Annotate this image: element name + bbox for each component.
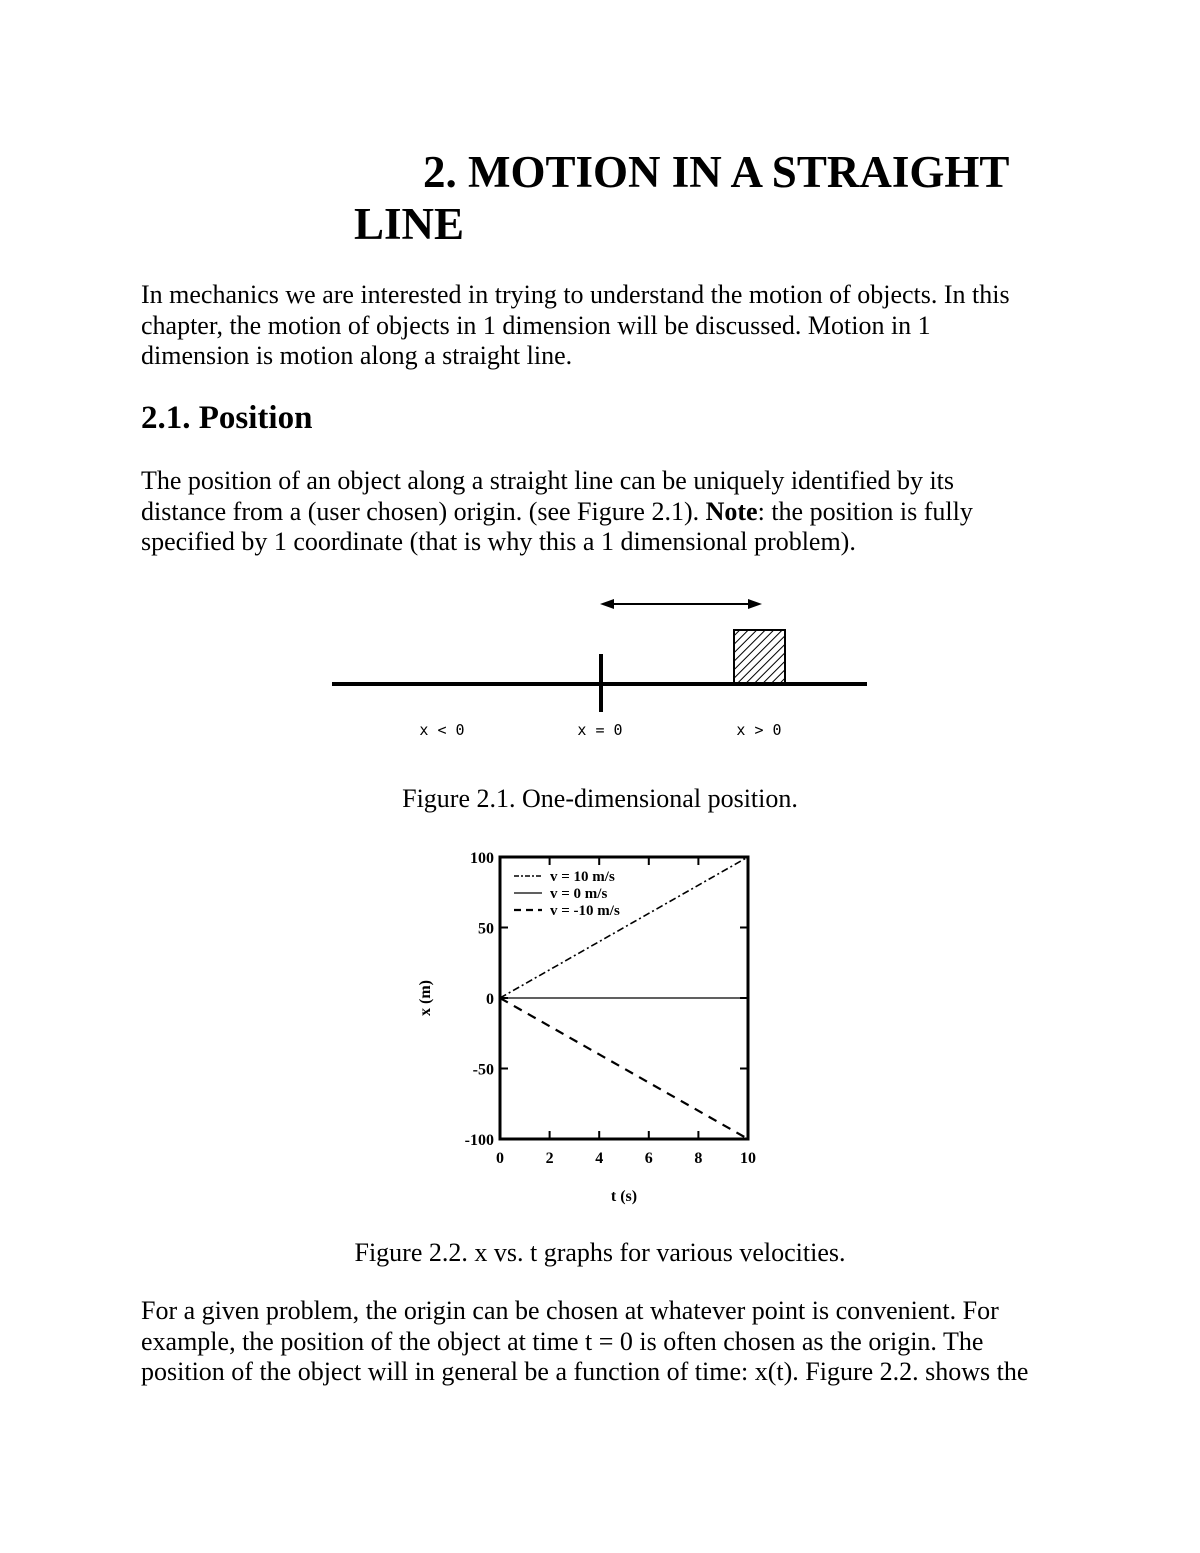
- position-paragraph: [141, 466, 1061, 558]
- x-tick-label: 2: [545, 1150, 554, 1167]
- x-axis-label: t (s): [610, 1188, 638, 1205]
- closing-line: position of the object will in general be a function of time: x(t). Figure 2.2. shows the: [141, 1357, 1029, 1386]
- figure-2-caption: Figure 2.2. x vs. t graphs for various velocities.: [354, 1238, 846, 1267]
- x-tick-label: 0: [496, 1150, 504, 1167]
- label-x-negative: x < 0: [419, 721, 465, 739]
- legend-label: v = -10 m/s: [550, 903, 620, 919]
- closing-line: For a given problem, the origin can be chosen at whatever point is convenient. For: [141, 1296, 999, 1325]
- arrow-head-left: [600, 599, 614, 609]
- closing-line: example, the position of the object at time t = 0 is often chosen as the origin. The: [141, 1326, 984, 1356]
- chapter-title-line-1: 2. MOTION IN A STRAIGHT: [423, 147, 1010, 197]
- x-tick-label: 6: [644, 1150, 653, 1167]
- intro-line: In mechanics we are interested in trying to understand the motion of objects. In this: [141, 280, 1010, 309]
- series-line: [500, 998, 748, 1139]
- arrow-head-right: [748, 599, 762, 609]
- y-tick-label: -50: [472, 1061, 494, 1079]
- position-line: [141, 497, 1061, 528]
- figure-position-diagram: [0, 580, 1200, 760]
- x-tick-label: 4: [595, 1150, 604, 1167]
- y-tick-label: 50: [478, 920, 494, 938]
- x-tick-label: 8: [694, 1150, 703, 1167]
- position-line: specified by 1 coordinate (that is why this a 1 dimensional problem).: [141, 527, 856, 556]
- chapter-title-line-2: LINE: [354, 199, 465, 249]
- figure-xt-chart: [390, 848, 790, 1218]
- xt-chart-svg: [390, 848, 790, 1218]
- closing-paragraph: [141, 1296, 1061, 1388]
- intro-line: chapter, the motion of objects in 1 dimension will be discussed. Motion in 1: [141, 310, 931, 340]
- object-block: [734, 630, 785, 683]
- y-axis-label: x (m): [417, 980, 434, 1016]
- y-tick-label: 0: [486, 991, 494, 1008]
- figure-1-caption: Figure 2.1. One-dimensional position.: [402, 784, 798, 813]
- legend-label: v = 10 m/s: [550, 869, 615, 885]
- position-line-text: distance from a (user chosen) origin. (see Figure 2.1).: [141, 496, 706, 526]
- position-line: The position of an object along a straight line can be uniquely identified by its: [141, 466, 955, 495]
- label-x-origin: x = 0: [577, 721, 623, 739]
- y-tick-label: -100: [464, 1132, 494, 1149]
- note-label: Note: [705, 496, 758, 526]
- series-line: [500, 857, 748, 998]
- y-tick-label: 100: [470, 850, 494, 867]
- label-x-positive: x > 0: [736, 721, 782, 739]
- intro-line: dimension is motion along a straight line.: [141, 341, 573, 370]
- position-line-text: : the position is fully: [757, 496, 973, 526]
- legend-label: v = 0 m/s: [550, 886, 608, 902]
- intro-paragraph: [141, 280, 1061, 372]
- section-title: 2.1. Position: [141, 400, 313, 436]
- x-tick-label: 10: [740, 1150, 756, 1167]
